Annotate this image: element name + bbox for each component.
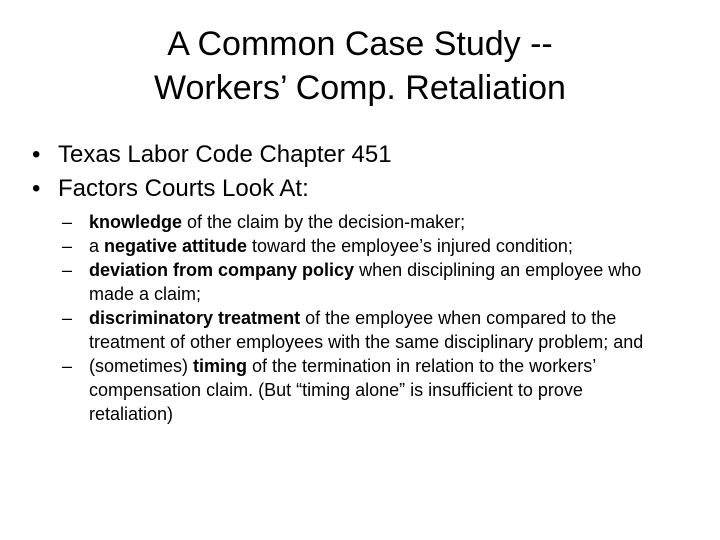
factor-list <box>62 210 662 426</box>
dash-icon: – <box>62 212 73 232</box>
bullet-text: Texas Labor Code Chapter 451 <box>58 141 392 168</box>
factor-prefix: a <box>89 236 105 256</box>
title-line-2: Workers’ Comp. Retaliation <box>154 69 566 107</box>
bullet-item <box>28 172 688 206</box>
dash-icon: – <box>62 308 73 328</box>
factor-prefix: (sometimes) <box>89 356 194 376</box>
factor-item <box>62 306 662 354</box>
factor-keyword: negative attitude <box>104 236 248 256</box>
bullet-text: Factors Courts Look At: <box>58 175 309 202</box>
factor-keyword: knowledge <box>89 212 183 232</box>
bullet-icon: • <box>32 175 41 202</box>
bullet-icon: • <box>32 141 41 168</box>
factor-text: of the employee when compared to the treatment of other employees with the same disciplinary problem; and <box>89 308 644 352</box>
factor-item <box>62 210 662 234</box>
dash-icon: – <box>62 236 73 256</box>
factor-keyword: timing <box>193 356 248 376</box>
bullet-list <box>28 138 688 206</box>
factor-keyword: deviation from company policy <box>89 260 355 280</box>
factor-item <box>62 354 662 426</box>
bullet-item <box>28 138 688 172</box>
factor-text: when disciplining an employee who made a claim; <box>89 260 642 304</box>
dash-icon: – <box>62 260 73 280</box>
title-line-1: A Common Case Study -- <box>167 25 553 63</box>
factor-text: of the claim by the decision-maker; <box>182 212 466 232</box>
slide-title <box>60 22 660 110</box>
dash-icon: – <box>62 356 73 376</box>
factor-text: toward the employee’s injured condition; <box>247 236 573 256</box>
factor-item <box>62 234 662 258</box>
factor-item <box>62 258 662 306</box>
factor-keyword: discriminatory treatment <box>89 308 301 328</box>
factor-text: of the termination in relation to the workers’ compensation claim. (But “timing alone” is insufficient to prove retaliation) <box>89 356 596 424</box>
